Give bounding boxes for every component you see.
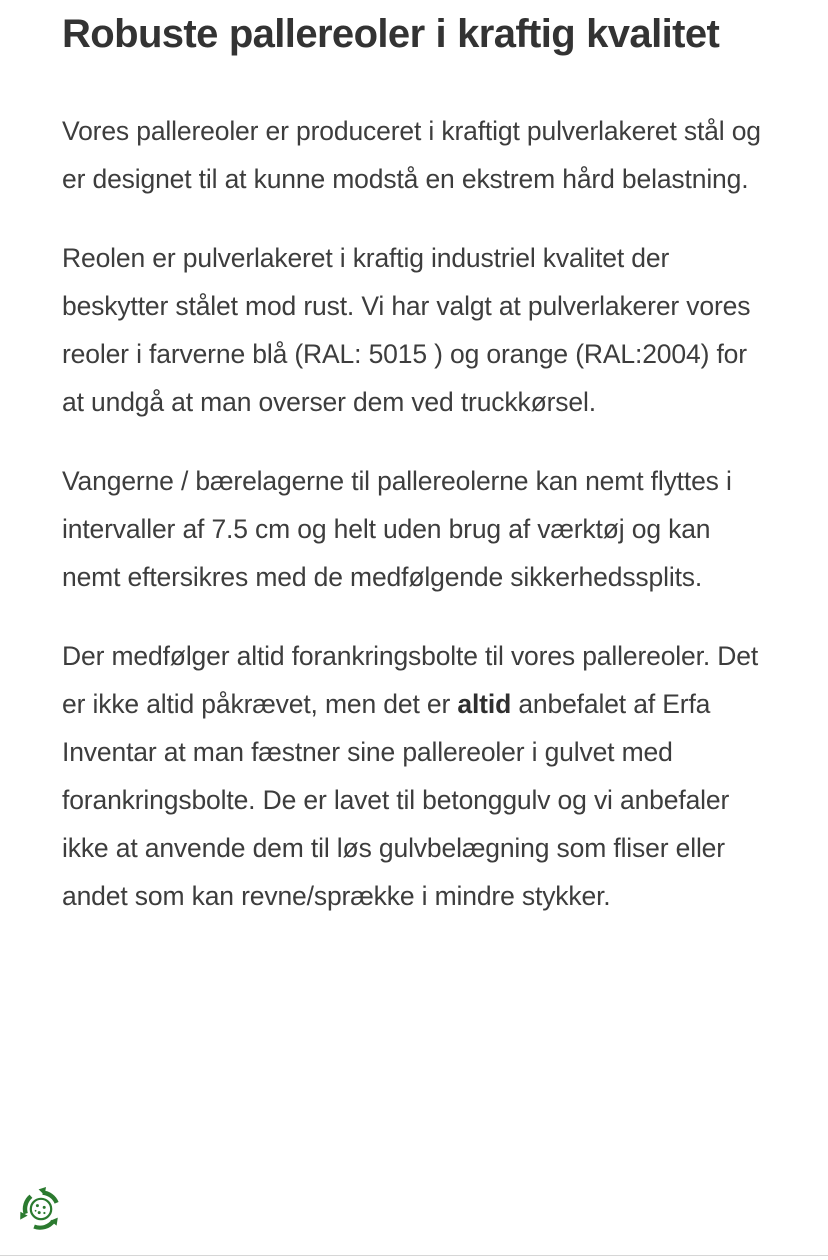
paragraph-4-lead: Der medfølger altid forankringsbolte til vores pallereoler. Det er ikke altid påkrævet, men det er <box>62 641 759 719</box>
article-content <box>62 0 772 951</box>
paragraph-2: Reolen er pulverlakeret i kraftig industriel kvalitet der beskytter stålet mod rust. Vi har valgt at pulverlakerer vores reoler i farverne blå (RAL: 5015 ) og orange (RAL:2004) for at undgå at man overser dem ved truckkørsel. <box>62 243 751 417</box>
bottom-divider <box>0 1255 828 1256</box>
paragraph-4-emphasis: altid <box>457 689 512 719</box>
paragraph-4-tail: anbefalet af Erfa Inventar at man fæstner sine pallereoler i gulvet med forankringsbolte. De er lavet til betonggulv og vi anbefaler ikke at anvende dem til løs gulvbelægning som fliser eller andet som kan revne/sprække i mindre stykker. <box>62 689 730 911</box>
paragraph-3: Vangerne / bærelagerne til pallereolerne kan nemt flyttes i intervaller af 7.5 cm og helt uden brug af værktøj og kan nemt eftersikres med de medfølgende sikkerhedssplits. <box>62 466 732 592</box>
page-title: Robuste pallereoler i kraftig kvalitet <box>62 12 720 56</box>
paragraph-1: Vores pallereoler er produceret i kraftigt pulverlakeret stål og er designet til at kunne modstå en ekstrem hård belastning. <box>62 116 761 194</box>
recycling-arrows-icon <box>13 1181 69 1237</box>
article-body <box>62 107 772 920</box>
cookie-consent-button[interactable] <box>13 1181 69 1237</box>
paragraph-4 <box>62 632 772 920</box>
